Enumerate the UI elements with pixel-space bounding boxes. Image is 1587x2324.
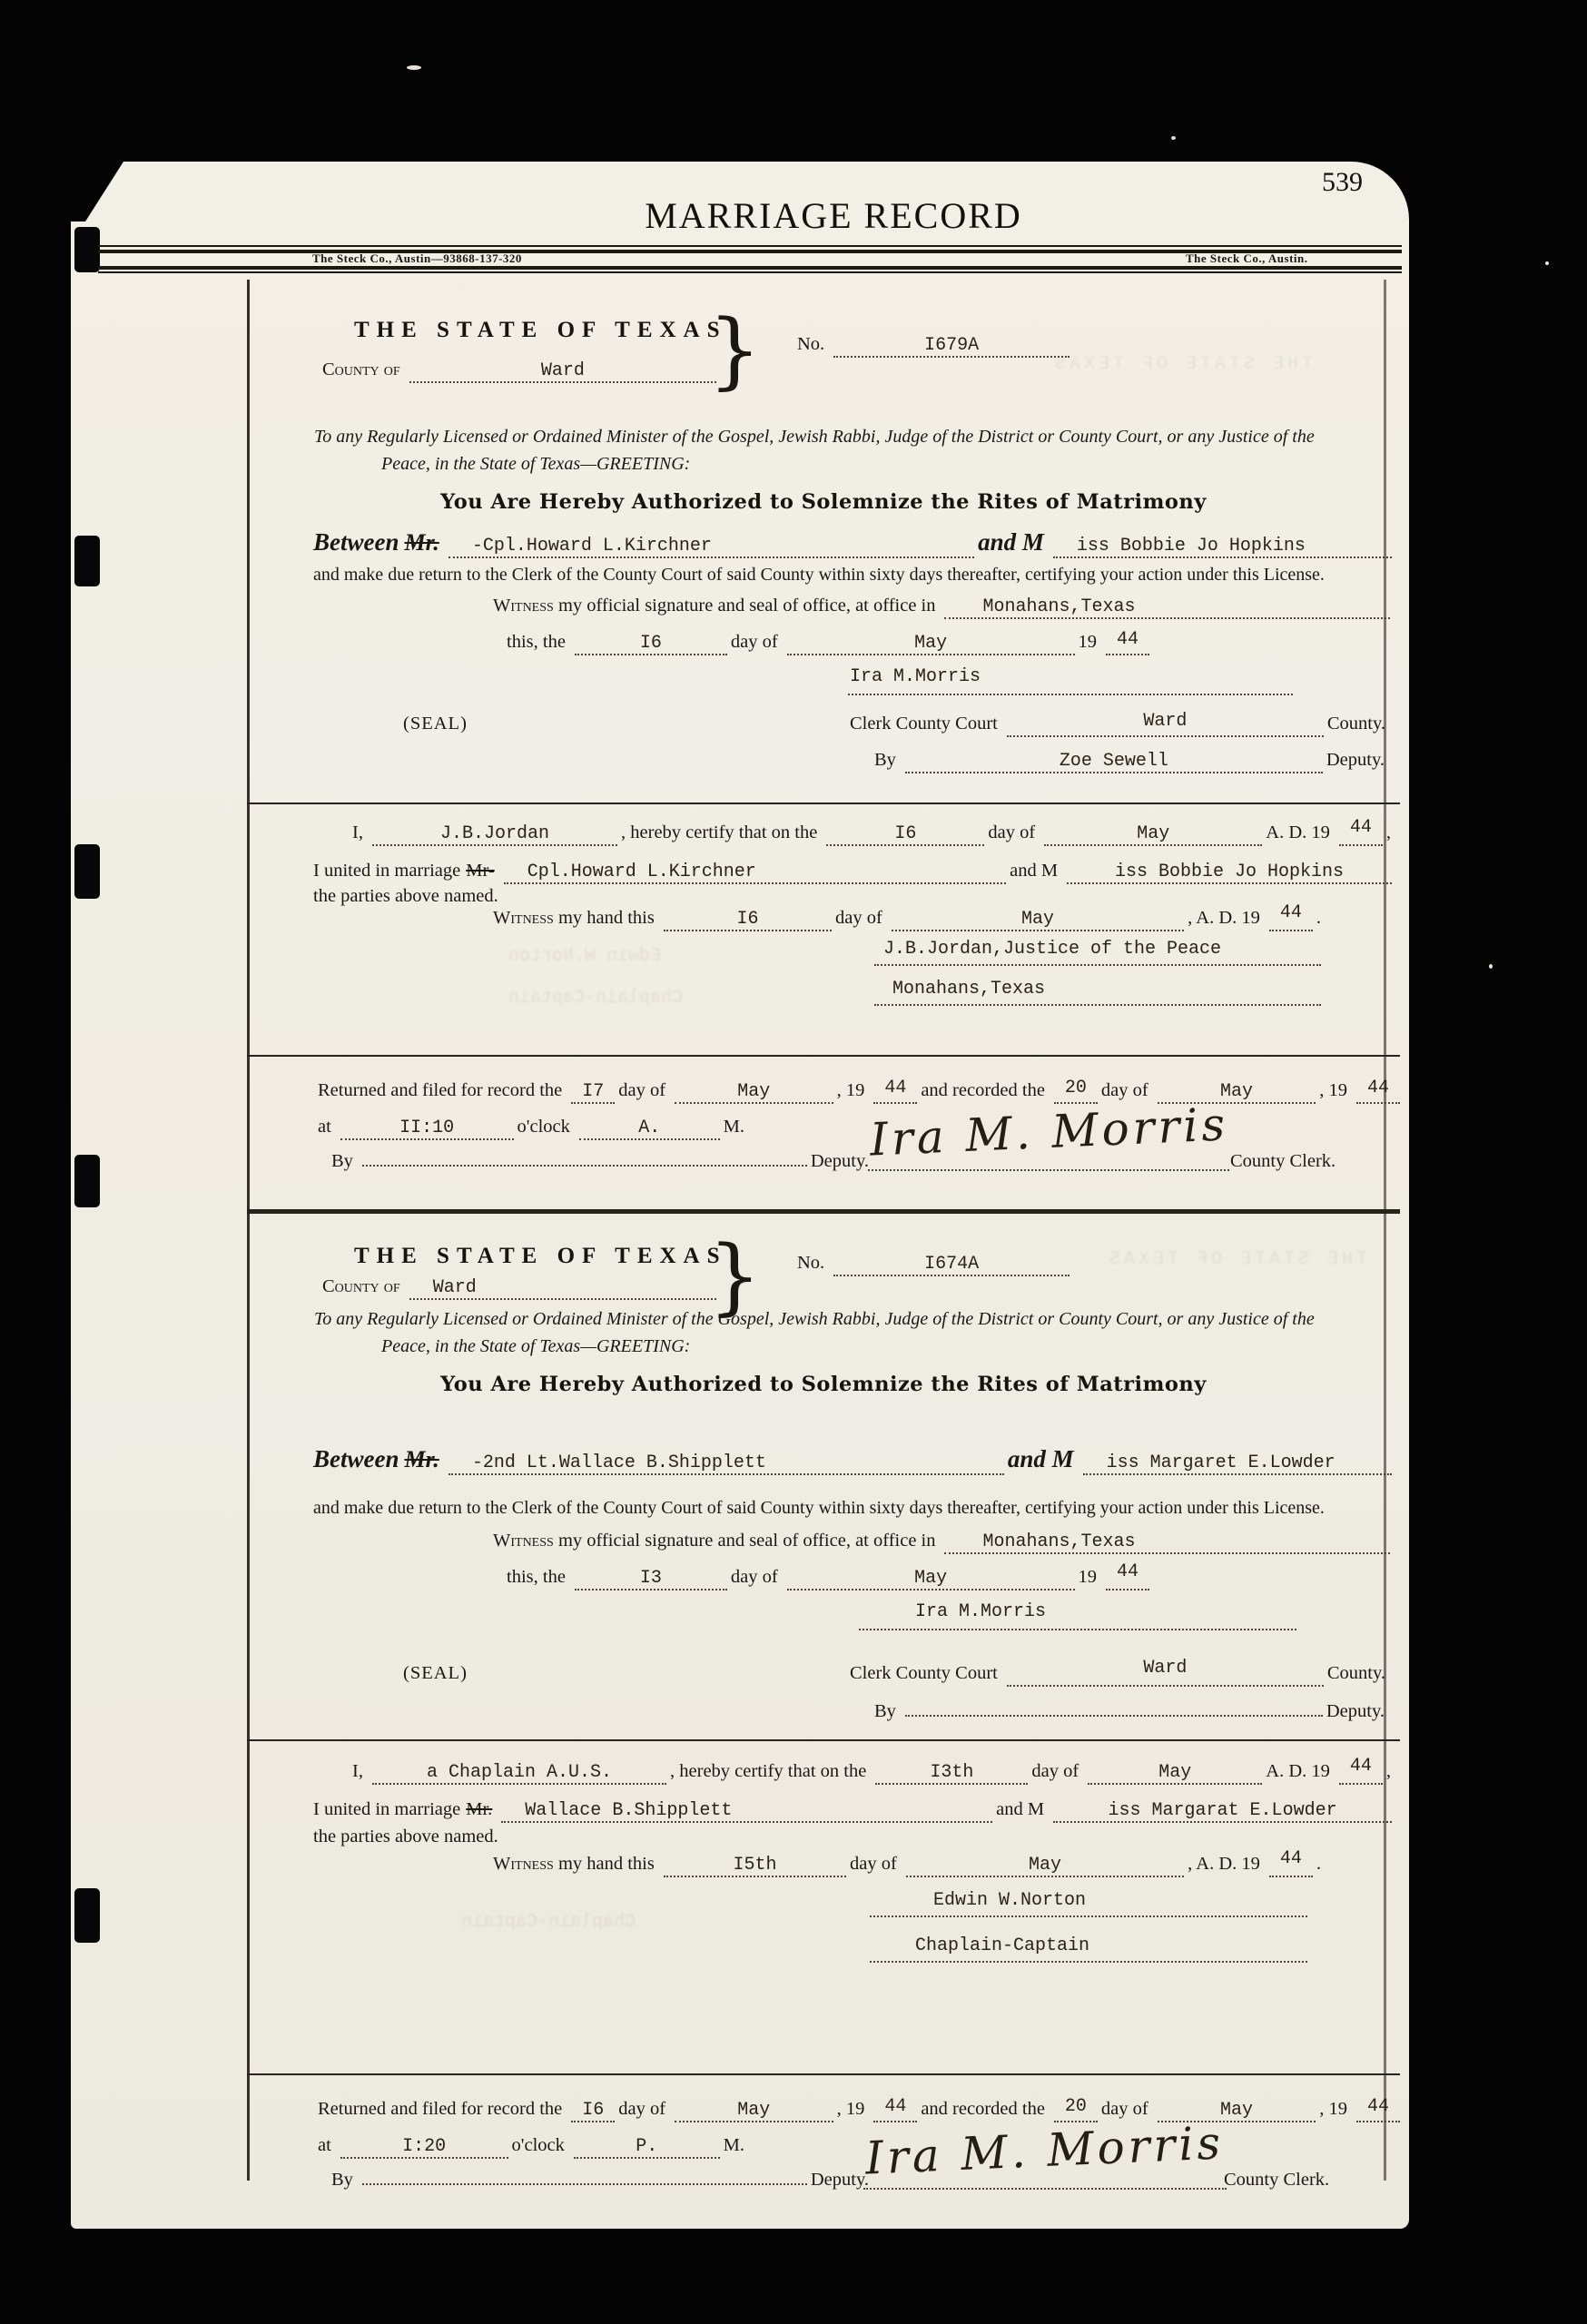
typed-hand-month: May: [1020, 909, 1054, 930]
witness-hand-row: [493, 902, 1321, 931]
filed-year-line: [873, 1078, 917, 1104]
returned-label: Returned and filed for record the: [318, 2099, 563, 2119]
typed-officiant-rank: Chaplain-Captain: [915, 1935, 1090, 1956]
page-number: 539: [1322, 167, 1363, 197]
by-label: By: [331, 1151, 353, 1171]
comma-ad-19-label: , A. D. 19: [1188, 908, 1260, 928]
typed-day: I6: [639, 633, 662, 654]
united-groom-line: [504, 862, 1006, 884]
day-of-label: day of: [1100, 1080, 1148, 1100]
punch-hole: [74, 1888, 100, 1943]
typed-bride-name: iss Bobbie Jo Hopkins: [1076, 536, 1306, 556]
typed-county: Ward: [432, 1277, 477, 1298]
parties-label: the parties above named.: [313, 1827, 498, 1846]
day-of-label: day of: [1100, 2099, 1148, 2119]
number-line: [833, 1254, 1070, 1276]
punch-hole: [74, 536, 100, 586]
ceremony-month-line: [1088, 1762, 1262, 1785]
printer-imprint-left: The Steck Co., Austin—93868-137-320: [312, 251, 522, 265]
certify-clause: , hereby certify that on the: [621, 822, 818, 842]
bleed-through-text: THE STATE OF TEXAS: [1051, 354, 1314, 375]
typed-clerk-name: Ira M.Morris: [850, 666, 981, 687]
county-clerk-signature: Ira M. Morris: [863, 2116, 1226, 2185]
filing-deputy-row: [331, 1151, 869, 1173]
scan-speck: [407, 65, 421, 70]
i-label: I,: [352, 1761, 363, 1781]
mr-label-struck: Mr-: [466, 861, 495, 881]
period: .: [1316, 1854, 1321, 1874]
comma-19-label: , 19: [836, 2099, 865, 2119]
deputy-blank-line: [362, 2183, 807, 2185]
printer-imprint-right: The Steck Co., Austin.: [1186, 251, 1308, 265]
typed-hand-year: 44: [1279, 1848, 1302, 1869]
typed-time: II:10: [399, 1118, 455, 1138]
witness-hand-row: [493, 1848, 1321, 1877]
typed-ceremony-year: 44: [1349, 1756, 1372, 1777]
hand-month-line: [906, 1855, 1184, 1877]
typed-ceremony-day: I3th: [930, 1762, 974, 1783]
officiant-line: [372, 823, 617, 846]
typed-hand-year: 44: [1279, 902, 1302, 923]
section-divider: [247, 1055, 1400, 1057]
hand-day-line: [664, 1855, 846, 1877]
clerk-county-line: [1007, 711, 1324, 737]
typed-recorded-month: May: [1219, 2100, 1253, 2121]
groom-line: [448, 1452, 1004, 1475]
parties-label: the parties above named.: [313, 886, 498, 906]
deputy-line: [905, 1715, 1323, 1717]
greeting-line2: Peace, in the State of Texas—GREETING:: [381, 1336, 691, 1356]
witness-hand-label: Witness my hand this: [493, 908, 655, 928]
typed-bride-name: iss Margaret E.Lowder: [1106, 1452, 1336, 1473]
oclock-label: o'clock: [511, 2135, 565, 2155]
officiant-title-line: [874, 939, 1321, 966]
county-clerk-label: County Clerk.: [1224, 2170, 1330, 2190]
comma: ,: [1385, 1761, 1391, 1781]
typed-filed-day: I6: [582, 2100, 605, 2121]
page-title: MARRIAGE RECORD: [645, 195, 1022, 236]
day-of-label: day of: [835, 908, 882, 928]
typed-filed-month: May: [737, 1081, 771, 1102]
typed-meridiem: A.: [638, 1118, 661, 1138]
deputy-blank-line: [362, 1165, 807, 1167]
typed-officiant-signature: Edwin W.Norton: [933, 1890, 1087, 1911]
witness-office-row: [493, 1531, 1390, 1554]
typed-clerk-county: Ward: [1143, 1658, 1188, 1679]
ceremony-year-line: [1339, 817, 1383, 846]
no-label: No.: [797, 334, 825, 354]
typed-filed-month: May: [737, 2100, 771, 2121]
deputy-label: Deputy.: [810, 2170, 869, 2190]
comma-19-label: , 19: [1319, 2099, 1348, 2119]
bleed-through-text: Edwin W.Norton: [508, 946, 662, 967]
county-suffix-label: County.: [1326, 714, 1385, 734]
officiant-rank-line: [870, 1935, 1307, 1963]
clerk-court-label: Clerk County Court: [850, 714, 998, 734]
typed-united-groom: Wallace B.Shipplett: [525, 1800, 733, 1821]
between-row: [313, 528, 1392, 558]
day-of-label: day of: [850, 1854, 897, 1874]
typed-recorded-month: May: [1219, 1081, 1253, 1102]
typed-clerk-county: Ward: [1143, 711, 1188, 732]
header-rule: [98, 266, 1402, 270]
ceremony-year-line: [1339, 1756, 1383, 1785]
typed-county: Ward: [540, 360, 585, 381]
typed-groom-name: -Cpl.Howard L.Kirchner: [471, 536, 712, 556]
day-of-label: day of: [618, 1080, 666, 1100]
at-label: at: [318, 1117, 331, 1137]
m-label: M.: [723, 2135, 744, 2155]
certificate-divider: [247, 1209, 1400, 1214]
typed-month: May: [914, 633, 948, 654]
bleed-through-text: THE STATE OF TEXAS: [1106, 1249, 1368, 1270]
year-line: [1106, 1561, 1149, 1590]
typed-ceremony-month: May: [1158, 1762, 1192, 1783]
typed-license-number: I679A: [924, 335, 980, 356]
county-suffix-label: County.: [1326, 1663, 1385, 1683]
recorded-label: and recorded the: [921, 2099, 1045, 2119]
scan-speck: [1545, 261, 1549, 265]
ceremony-day-line: [826, 823, 984, 846]
filing-time-row: [318, 1117, 744, 1140]
period: .: [1316, 908, 1321, 928]
filed-year-line: [873, 2096, 917, 2122]
county-of-label: County of: [322, 1276, 400, 1296]
typed-license-number: I674A: [924, 1254, 980, 1275]
hand-year-line: [1269, 902, 1313, 931]
filing-deputy-row: [331, 2170, 869, 2191]
nineteen-label: 19: [1078, 1567, 1097, 1587]
county-clerk-label: County Clerk.: [1230, 1151, 1336, 1171]
officiant-signature-line: [870, 1890, 1307, 1917]
oclock-label: o'clock: [517, 1117, 570, 1137]
and-m-label: and M: [978, 528, 1044, 556]
county-of-label: County of: [322, 359, 400, 379]
typed-officiant-city: Monahans,Texas: [892, 979, 1046, 1000]
license-date-row: [507, 629, 1149, 655]
by-label: By: [874, 750, 896, 770]
deputy-label: Deputy.: [1326, 750, 1385, 770]
signature-line: [868, 1144, 1229, 1171]
witness-hand-label: Witness my hand this: [493, 1854, 655, 1874]
typed-ceremony-day: I6: [894, 823, 917, 844]
between-label: Between: [313, 528, 399, 556]
between-row: [313, 1445, 1392, 1475]
filed-month-line: [675, 2100, 833, 2122]
county-row: [322, 359, 716, 383]
county-line: [409, 1277, 716, 1300]
typed-office-city: Monahans,Texas: [982, 596, 1136, 617]
filing-row: [318, 1080, 1400, 1104]
county-clerk-signature: Ira M. Morris: [868, 1098, 1230, 1167]
ad-19-label: A. D. 19: [1266, 822, 1330, 842]
typed-filed-day: I7: [582, 1081, 605, 1102]
license-date-row: [507, 1561, 1149, 1590]
nineteen-label: 19: [1078, 632, 1097, 652]
typed-filed-year: 44: [884, 2096, 907, 2117]
comma-19-label: , 19: [836, 1080, 865, 1100]
typed-united-groom: Cpl.Howard L.Kirchner: [527, 862, 756, 882]
witness-office-label: Witness my official signature and seal of office, at office in: [493, 596, 936, 615]
typed-clerk-name: Ira M.Morris: [915, 1601, 1047, 1622]
greeting-line1: To any Regularly Licensed or Ordained Minister of the Gospel, Jewish Rabbi, Judge of the District or County Court, or any Justice of the: [314, 1309, 1315, 1329]
bleed-through-text: Chaplain-Captain: [508, 988, 684, 1009]
license-number-row: [797, 1253, 1070, 1276]
and-m-label: and M: [1010, 861, 1059, 881]
this-the-label: this, the: [507, 1567, 566, 1587]
signature-line: [863, 2162, 1227, 2190]
typed-groom-name: -2nd Lt.Wallace B.Shipplett: [471, 1452, 766, 1473]
office-city-line: [944, 596, 1390, 619]
filing-row: [318, 2096, 1400, 2122]
clerk-court-row: [850, 1658, 1385, 1687]
groom-line: [448, 536, 974, 558]
typed-year: 44: [1116, 1561, 1138, 1582]
right-edge-shadow: [1384, 280, 1386, 2181]
section-divider: [247, 2073, 1400, 2075]
united-label: I united in marriage: [313, 1799, 461, 1819]
filed-day-line: [571, 1081, 615, 1104]
typed-recorded-year: 44: [1367, 2096, 1390, 2117]
typed-year: 44: [1116, 629, 1138, 650]
mr-label-struck: Mr.: [404, 1446, 439, 1472]
no-label: No.: [797, 1253, 825, 1273]
year-line: [1106, 629, 1149, 655]
section-divider: [247, 803, 1400, 804]
filed-day-line: [571, 2100, 615, 2122]
united-label: I united in marriage: [313, 861, 461, 881]
day-of-label: day of: [988, 822, 1036, 842]
united-bride-line: [1067, 862, 1392, 884]
scan-speck: [1489, 964, 1493, 969]
return-clause: and make due return to the Clerk of the County Court of said County within sixty days thereafter, certifying your action under this License.: [313, 565, 1325, 585]
typed-recorded-day: 20: [1064, 1078, 1087, 1098]
header-rule: [98, 271, 1402, 273]
certify-row: [352, 1756, 1391, 1785]
clerk-signature-line: [859, 1601, 1296, 1630]
hand-month-line: [892, 909, 1184, 931]
authorization-line: You Are Hereby Authorized to Solemnize the Rites of Matrimony: [440, 1373, 1207, 1396]
filed-month-line: [675, 1081, 833, 1104]
month-line: [787, 633, 1075, 655]
scan-speck: [1171, 136, 1176, 140]
typed-united-bride: iss Margarat E.Lowder: [1108, 1800, 1337, 1821]
recorded-year-line: [1356, 1078, 1400, 1104]
deputy-label: Deputy.: [810, 1151, 869, 1171]
month-line: [787, 1568, 1075, 1590]
united-row: [313, 1799, 1392, 1823]
greeting-line2: Peace, in the State of Texas—GREETING:: [381, 454, 691, 474]
day-line: [575, 633, 727, 655]
day-of-label: day of: [618, 2099, 666, 2119]
typed-filed-year: 44: [884, 1078, 907, 1098]
typed-ceremony-year: 44: [1349, 817, 1372, 838]
bride-line: [1083, 1452, 1392, 1475]
returned-label: Returned and filed for record the: [318, 1080, 563, 1100]
recorded-day-line: [1054, 2096, 1098, 2122]
between-label: Between: [313, 1445, 399, 1472]
number-line: [833, 335, 1070, 358]
typed-hand-day: I6: [736, 909, 759, 930]
header-rule: [98, 245, 1402, 247]
m-label: M.: [723, 1117, 744, 1137]
brace-glyph: }: [708, 301, 762, 399]
brace-glyph: }: [708, 1227, 762, 1324]
punch-hole: [74, 844, 100, 899]
hand-year-line: [1269, 1848, 1313, 1877]
recorded-day-line: [1054, 1078, 1098, 1104]
state-heading: THE STATE OF TEXAS: [354, 318, 727, 342]
clerk-court-row: [850, 711, 1385, 737]
typed-recorded-year: 44: [1367, 1078, 1390, 1098]
deputy-line: [905, 751, 1323, 773]
seal-label: (SEAL): [403, 714, 468, 734]
day-of-label: day of: [730, 1567, 778, 1587]
mr-label-struck: Mr.: [404, 529, 439, 556]
bride-line: [1053, 536, 1392, 558]
meridiem-line: [579, 1118, 720, 1140]
bleed-through-text: Chaplain-Captain: [461, 1912, 636, 1933]
deputy-row: [874, 750, 1385, 773]
typed-officiant-title: J.B.Jordan,Justice of the Peace: [883, 939, 1222, 960]
meridiem-line: [574, 2136, 720, 2159]
typed-hand-day: I5th: [733, 1855, 777, 1876]
i-label: I,: [352, 822, 363, 842]
state-heading: THE STATE OF TEXAS: [354, 1244, 727, 1268]
clerk-county-line: [1007, 1658, 1324, 1687]
clerk-signature-line: [848, 666, 1293, 695]
greeting-line1: To any Regularly Licensed or Ordained Minister of the Gospel, Jewish Rabbi, Judge of the District or County Court, or any Justice of the: [314, 427, 1315, 447]
officiant-city-line: [874, 979, 1321, 1006]
punch-hole: [74, 227, 100, 272]
authorization-line: You Are Hereby Authorized to Solemnize the Rites of Matrimony: [440, 490, 1207, 514]
certify-row: [352, 817, 1392, 846]
witness-office-row: [493, 596, 1390, 619]
clerk-court-label: Clerk County Court: [850, 1663, 998, 1683]
ad-19-label: A. D. 19: [1266, 1761, 1330, 1781]
county-line: [409, 360, 716, 383]
time-line: [340, 2136, 508, 2159]
office-city-line: [944, 1531, 1390, 1554]
section-divider: [247, 1739, 1400, 1741]
typed-meridiem: P.: [636, 2136, 658, 2157]
and-m-label: and M: [996, 1799, 1045, 1819]
day-of-label: day of: [1031, 1761, 1079, 1781]
this-the-label: this, the: [507, 632, 566, 652]
time-line: [340, 1118, 514, 1140]
scanned-page: [71, 162, 1409, 2229]
typed-office-city: Monahans,Texas: [982, 1531, 1136, 1552]
comma-19-label: , 19: [1319, 1080, 1348, 1100]
typed-united-bride: iss Bobbie Jo Hopkins: [1115, 862, 1345, 882]
united-groom-line: [501, 1800, 992, 1823]
recorded-label: and recorded the: [921, 1080, 1045, 1100]
punch-hole: [74, 1155, 100, 1207]
county-row: [322, 1276, 716, 1300]
recorded-year-line: [1356, 2096, 1400, 2122]
witness-office-label: Witness my official signature and seal of office, at office in: [493, 1531, 936, 1551]
comma-ad-19-label: , A. D. 19: [1188, 1854, 1260, 1874]
typed-month: May: [914, 1568, 948, 1589]
hand-day-line: [664, 909, 832, 931]
certify-clause: , hereby certify that on the: [670, 1761, 867, 1781]
typed-hand-month: May: [1028, 1855, 1061, 1876]
deputy-row: [874, 1701, 1385, 1723]
comma: ,: [1385, 822, 1392, 842]
return-clause: and make due return to the Clerk of the County Court of said County within sixty days thereafter, certifying your action under this License.: [313, 1498, 1325, 1518]
typed-deputy-name: Zoe Sewell: [1059, 751, 1168, 772]
by-label: By: [874, 1701, 896, 1721]
typed-officiant: a Chaplain A.U.S.: [426, 1762, 613, 1783]
deputy-label: Deputy.: [1326, 1701, 1385, 1721]
typed-officiant: J.B.Jordan: [439, 823, 549, 844]
officiant-line: [372, 1762, 666, 1785]
united-row: [313, 861, 1392, 884]
left-border-line: [247, 280, 250, 2181]
ceremony-month-line: [1044, 823, 1262, 846]
by-label: By: [331, 2170, 353, 2190]
at-label: at: [318, 2135, 331, 2155]
seal-label: (SEAL): [403, 1663, 468, 1683]
united-bride-line: [1053, 1800, 1392, 1823]
mr-label-struck: Mr.: [466, 1799, 493, 1819]
typed-ceremony-month: May: [1137, 823, 1170, 844]
day-of-label: day of: [730, 632, 778, 652]
typed-recorded-day: 20: [1064, 2096, 1087, 2117]
scan-corner-shadow: [71, 162, 125, 223]
typed-day: I3: [639, 1568, 662, 1589]
filing-time-row: [318, 2135, 744, 2159]
ceremony-day-line: [875, 1762, 1028, 1785]
typed-time: I:20: [402, 2136, 447, 2157]
license-number-row: [797, 334, 1070, 358]
day-line: [575, 1568, 727, 1590]
and-m-label: and M: [1007, 1445, 1074, 1472]
